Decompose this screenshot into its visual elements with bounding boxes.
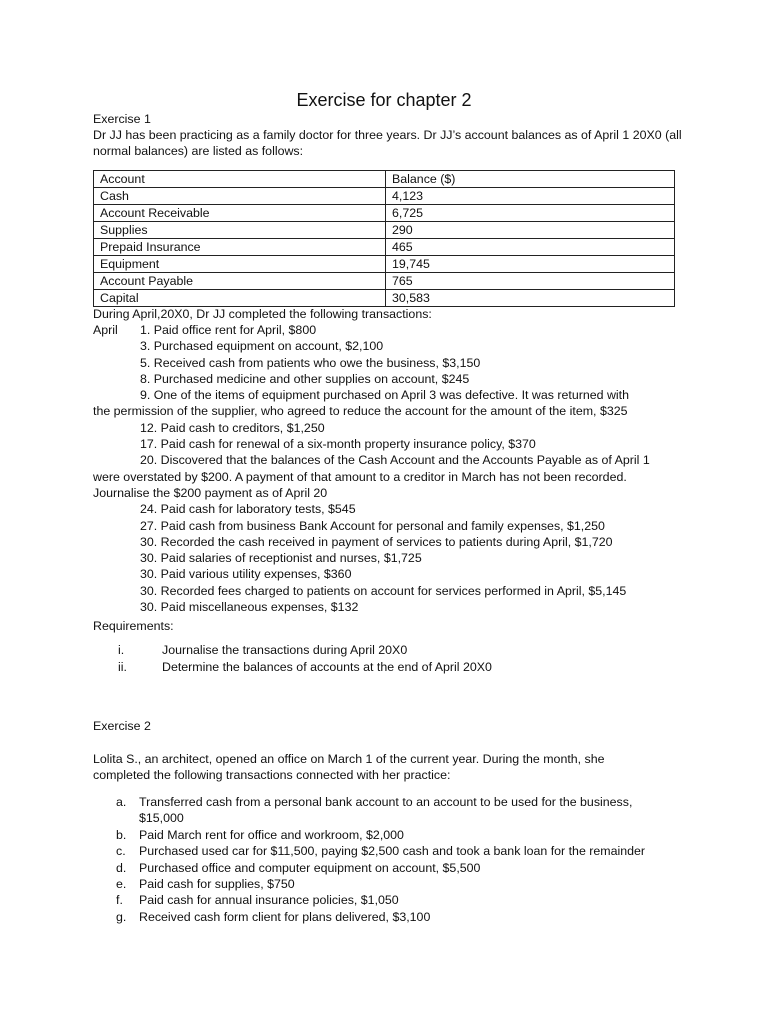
transaction-text: 20. Discovered that the balances of the Cash Account and the Accounts Payable as of April 1 [140, 453, 650, 468]
list-item [93, 876, 683, 892]
list-item [93, 843, 683, 859]
table-header-account: Account [94, 171, 386, 188]
list-item [93, 518, 683, 534]
transaction-text: 30. Paid various utility expenses, $360 [140, 567, 352, 582]
requirement-number: i. [118, 643, 125, 657]
transaction-text: 9. One of the items of equipment purchased on April 3 was defective. It was returned with [140, 388, 630, 403]
account-balances-table [93, 170, 675, 307]
table-cell-account: Capital [94, 290, 386, 307]
table-row [94, 222, 675, 239]
requirements-heading: Requirements: [93, 619, 174, 633]
table-cell-balance: 19,745 [386, 256, 675, 273]
requirement-number: ii. [118, 660, 127, 674]
transaction-text: 30. Paid salaries of receptionist and nurses, $1,725 [140, 551, 422, 566]
list-item [93, 550, 683, 566]
table-cell-account: Account Receivable [94, 205, 386, 222]
transaction-text: 30. Paid miscellaneous expenses, $132 [140, 600, 359, 615]
item-text: Paid cash for annual insurance policies, $1,050 [139, 893, 399, 908]
item-text: Paid cash for supplies, $750 [139, 877, 295, 892]
transaction-text: 27. Paid cash from business Bank Account for personal and family expenses, $1,250 [140, 518, 605, 533]
list-item [93, 338, 683, 354]
list-item [93, 583, 683, 599]
item-label: b. [116, 827, 127, 842]
transactions-list [93, 322, 683, 615]
list-item [93, 436, 683, 452]
item-text: Purchased used car for $11,500, paying $2,500 cash and took a bank loan for the remainder [139, 844, 646, 859]
exercise-1-heading: Exercise 1 [93, 112, 151, 126]
transactions-intro: During April,20X0, Dr JJ completed the following transactions: [93, 307, 432, 321]
transaction-text: were overstated by $200. A payment of that amount to a creditor in March has not been recorded. [93, 469, 627, 484]
transaction-text: 12. Paid cash to creditors, $1,250 [140, 420, 325, 435]
list-item [93, 892, 683, 908]
list-item [93, 566, 683, 582]
item-label: d. [116, 860, 127, 875]
list-item-continuation [93, 469, 683, 485]
table-row [94, 205, 675, 222]
list-item [93, 794, 683, 827]
list-item [93, 599, 683, 615]
list-item-continuation [93, 403, 683, 419]
item-text: Paid March rent for office and workroom, $2,000 [139, 827, 404, 842]
transaction-text: Journalise the $200 payment as of April 20 [93, 485, 328, 500]
list-item [93, 642, 683, 659]
item-label: a. [116, 795, 127, 809]
transaction-text: 5. Received cash from patients who owe the business, $3,150 [140, 355, 481, 370]
requirement-text: Journalise the transactions during April 20X0 [162, 643, 408, 657]
table-cell-balance: 30,583 [386, 290, 675, 307]
list-item [93, 659, 683, 676]
list-item [93, 501, 683, 517]
table-header-balance: Balance ($) [386, 171, 675, 188]
table-cell-account: Account Payable [94, 273, 386, 290]
table-row [94, 256, 675, 273]
table-cell-account: Supplies [94, 222, 386, 239]
list-item [93, 322, 683, 338]
table-header-row [94, 171, 675, 188]
exercise-2-intro: Lolita S., an architect, opened an office on March 1 of the current year. During the month, she completed the following transactions connected with her practice: [93, 752, 605, 783]
transaction-text: the permission of the supplier, who agreed to reduce the account for the amount of the item, $325 [93, 404, 628, 419]
list-item-continuation [93, 485, 683, 501]
month-label: April [93, 323, 118, 337]
list-item [93, 860, 683, 876]
list-item [93, 452, 683, 468]
item-text: Transferred cash from a personal bank account to an account to be used for the business, $15,000 [139, 795, 633, 826]
transaction-text: 3. Purchased equipment on account, $2,100 [140, 339, 384, 354]
table-cell-balance: 6,725 [386, 205, 675, 222]
list-item [93, 387, 683, 403]
requirements-list [93, 642, 683, 676]
item-label: e. [116, 877, 127, 892]
table-cell-account: Prepaid Insurance [94, 239, 386, 256]
table-row [94, 239, 675, 256]
table-cell-balance: 290 [386, 222, 675, 239]
list-item [93, 827, 683, 843]
table-row [94, 290, 675, 307]
table-cell-balance: 465 [386, 239, 675, 256]
list-item [93, 355, 683, 371]
table-cell-balance: 4,123 [386, 188, 675, 205]
document-title: Exercise for chapter 2 [296, 90, 472, 110]
table-cell-account: Cash [94, 188, 386, 205]
list-item [93, 420, 683, 436]
item-label: c. [116, 844, 126, 859]
exercise-1-intro: Dr JJ has been practicing as a family doctor for three years. Dr JJ’s account balances as of April 1 20X0 (all normal balances) are listed as follows: [93, 128, 682, 159]
transaction-text: 1. Paid office rent for April, $800 [140, 323, 317, 337]
exercise-2-heading: Exercise 2 [93, 719, 151, 733]
requirement-text: Determine the balances of accounts at the end of April 20X0 [162, 660, 492, 674]
item-text: Received cash form client for plans delivered, $3,100 [139, 909, 431, 924]
list-item [93, 909, 683, 925]
item-label: g. [116, 909, 127, 924]
transaction-text: 8. Purchased medicine and other supplies on account, $245 [140, 371, 470, 386]
table-row [94, 273, 675, 290]
transaction-text: 30. Recorded the cash received in payment of services to patients during April, $1,720 [140, 534, 613, 549]
list-item [93, 534, 683, 550]
item-text: Purchased office and computer equipment on account, $5,500 [139, 860, 481, 875]
item-label: f. [116, 893, 123, 908]
table-row [94, 188, 675, 205]
table-cell-account: Equipment [94, 256, 386, 273]
transaction-text: 17. Paid cash for renewal of a six-month property insurance policy, $370 [140, 437, 536, 452]
table-cell-balance: 765 [386, 273, 675, 290]
exercise-2-list [93, 794, 683, 925]
list-item [93, 371, 683, 387]
transaction-text: 30. Recorded fees charged to patients on account for services performed in April, $5,145 [140, 583, 627, 598]
transaction-text: 24. Paid cash for laboratory tests, $545 [140, 502, 356, 517]
